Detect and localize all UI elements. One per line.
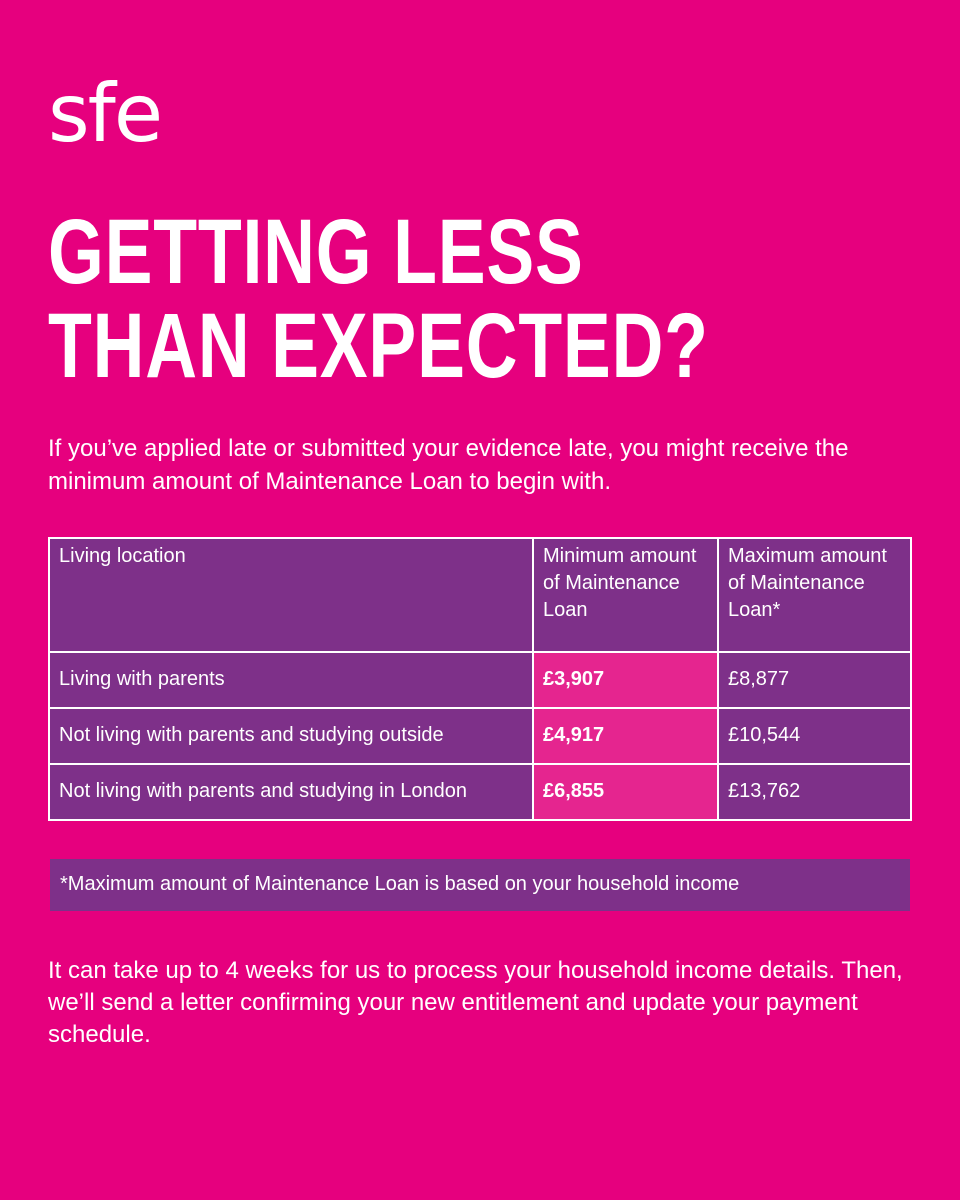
header-living-location: Living location bbox=[49, 538, 533, 652]
table-row bbox=[49, 708, 911, 764]
maximum-amount-cell: £10,544 bbox=[718, 708, 911, 764]
maintenance-loan-table bbox=[48, 537, 912, 821]
header-maximum-amount: Maximum amount of Maintenance Loan* bbox=[718, 538, 911, 652]
table-header-row bbox=[49, 538, 911, 652]
header-minimum-amount: Minimum amount of Maintenance Loan bbox=[533, 538, 718, 652]
intro-text: If you’ve applied late or submitted your evidence late, you might receive the minimum amount of Maintenance Loan to begin with. bbox=[48, 435, 849, 495]
headline-line-1: GETTING LESS bbox=[48, 201, 584, 303]
location-cell: Not living with parents and studying outside bbox=[49, 708, 533, 764]
minimum-amount-cell: £6,855 bbox=[533, 764, 718, 820]
minimum-amount-cell: £3,907 bbox=[533, 652, 718, 708]
sfe-logo: sfe bbox=[48, 67, 162, 160]
headline bbox=[48, 201, 895, 397]
table-row bbox=[49, 764, 911, 820]
location-cell: Living with parents bbox=[49, 652, 533, 708]
headline-line-2: THAN EXPECTED? bbox=[48, 295, 709, 397]
maximum-amount-cell: £8,877 bbox=[718, 652, 911, 708]
footnote-banner: *Maximum amount of Maintenance Loan is based on your household income bbox=[50, 859, 910, 911]
closing-text: It can take up to 4 weeks for us to process your household income details. Then, we’ll send a letter confirming your new entitlement and update your payment schedule. bbox=[48, 957, 903, 1048]
table-row bbox=[49, 652, 911, 708]
minimum-amount-cell: £4,917 bbox=[533, 708, 718, 764]
location-cell: Not living with parents and studying in London bbox=[49, 764, 533, 820]
maximum-amount-cell: £13,762 bbox=[718, 764, 911, 820]
